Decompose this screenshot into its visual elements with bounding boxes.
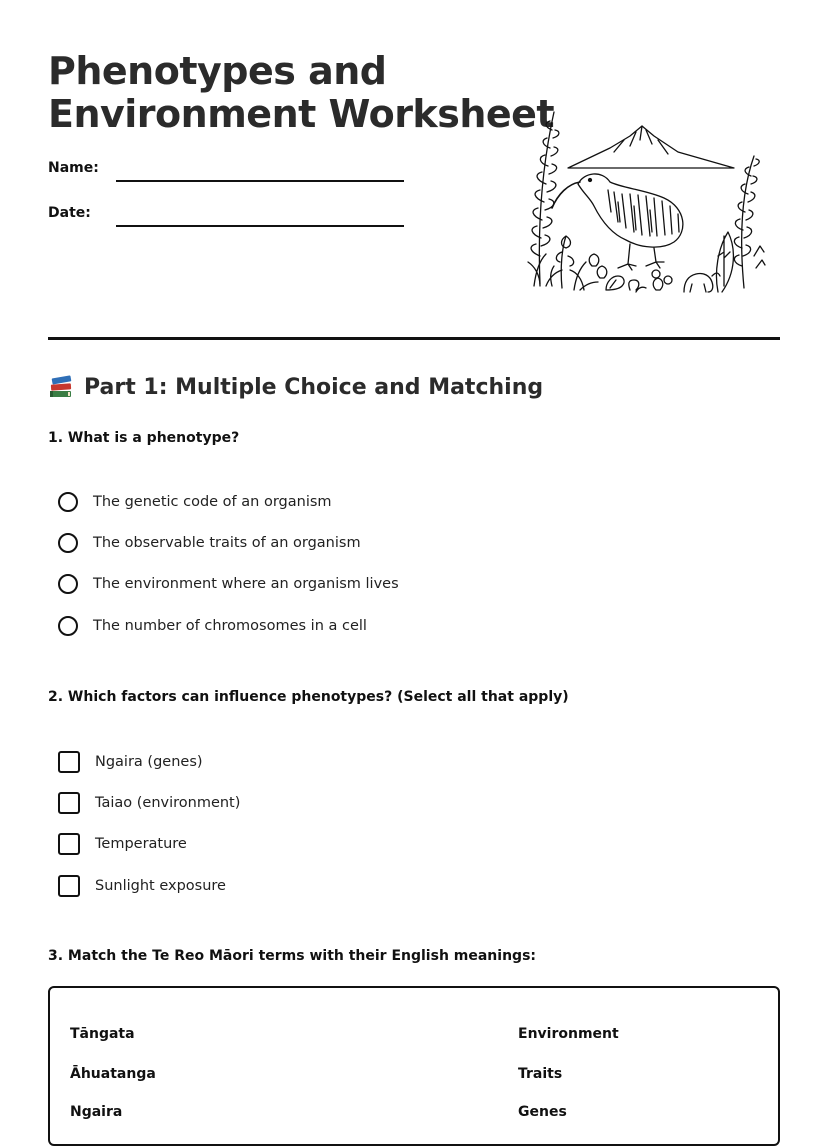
name-field[interactable] xyxy=(116,180,404,182)
q1-option-2[interactable] xyxy=(58,533,361,553)
radio-button[interactable] xyxy=(58,616,78,636)
date-label: Date: xyxy=(48,205,91,221)
books-icon xyxy=(48,374,74,400)
question-3: 3. Match the Te Reo Māori terms with their English meanings: xyxy=(48,948,536,964)
header-divider xyxy=(48,337,780,340)
q2-option-2[interactable] xyxy=(58,792,240,814)
title-line-2: Environment Worksheet xyxy=(48,92,555,136)
title-line-1: Phenotypes and xyxy=(48,49,387,93)
option-label: The number of chromosomes in a cell xyxy=(93,618,367,634)
q1-option-3[interactable] xyxy=(58,574,399,594)
radio-button[interactable] xyxy=(58,492,78,512)
english-term[interactable]: Genes xyxy=(518,1104,567,1120)
mountain-drawing xyxy=(568,126,734,168)
q1-option-4[interactable] xyxy=(58,616,367,636)
q2-option-1[interactable] xyxy=(58,751,203,773)
option-label: Ngaira (genes) xyxy=(95,754,203,770)
q2-option-4[interactable] xyxy=(58,875,226,897)
part1-title: Part 1: Multiple Choice and Matching xyxy=(84,374,544,400)
option-label: Sunlight exposure xyxy=(95,878,226,894)
fern-drawing-right xyxy=(734,156,765,288)
option-label: The observable traits of an organism xyxy=(93,535,361,551)
english-term[interactable]: Environment xyxy=(518,1026,619,1042)
checkbox[interactable] xyxy=(58,792,80,814)
maori-term[interactable]: Āhuatanga xyxy=(70,1066,156,1082)
question-2: 2. Which factors can influence phenotypes? (Select all that apply) xyxy=(48,689,569,705)
ground-plants-drawing xyxy=(528,232,733,292)
part1-heading xyxy=(48,374,543,400)
name-label: Name: xyxy=(48,160,99,176)
matching-box xyxy=(48,986,780,1146)
option-label: Temperature xyxy=(95,836,187,852)
kiwi-bird-drawing xyxy=(552,174,683,270)
page-title xyxy=(48,50,554,136)
option-label: The genetic code of an organism xyxy=(93,494,332,510)
maori-term[interactable]: Tāngata xyxy=(70,1026,135,1042)
checkbox[interactable] xyxy=(58,751,80,773)
kiwi-illustration xyxy=(518,106,766,296)
radio-button[interactable] xyxy=(58,574,78,594)
option-label: The environment where an organism lives xyxy=(93,576,399,592)
radio-button[interactable] xyxy=(58,533,78,553)
english-term[interactable]: Traits xyxy=(518,1066,563,1082)
fern-drawing-left xyxy=(531,112,559,284)
date-field[interactable] xyxy=(116,225,404,227)
q1-option-1[interactable] xyxy=(58,492,332,512)
option-label: Taiao (environment) xyxy=(95,795,241,811)
q2-option-3[interactable] xyxy=(58,833,187,855)
maori-term[interactable]: Ngaira xyxy=(70,1104,123,1120)
checkbox[interactable] xyxy=(58,833,80,855)
checkbox[interactable] xyxy=(58,875,80,897)
question-1: 1. What is a phenotype? xyxy=(48,430,240,446)
